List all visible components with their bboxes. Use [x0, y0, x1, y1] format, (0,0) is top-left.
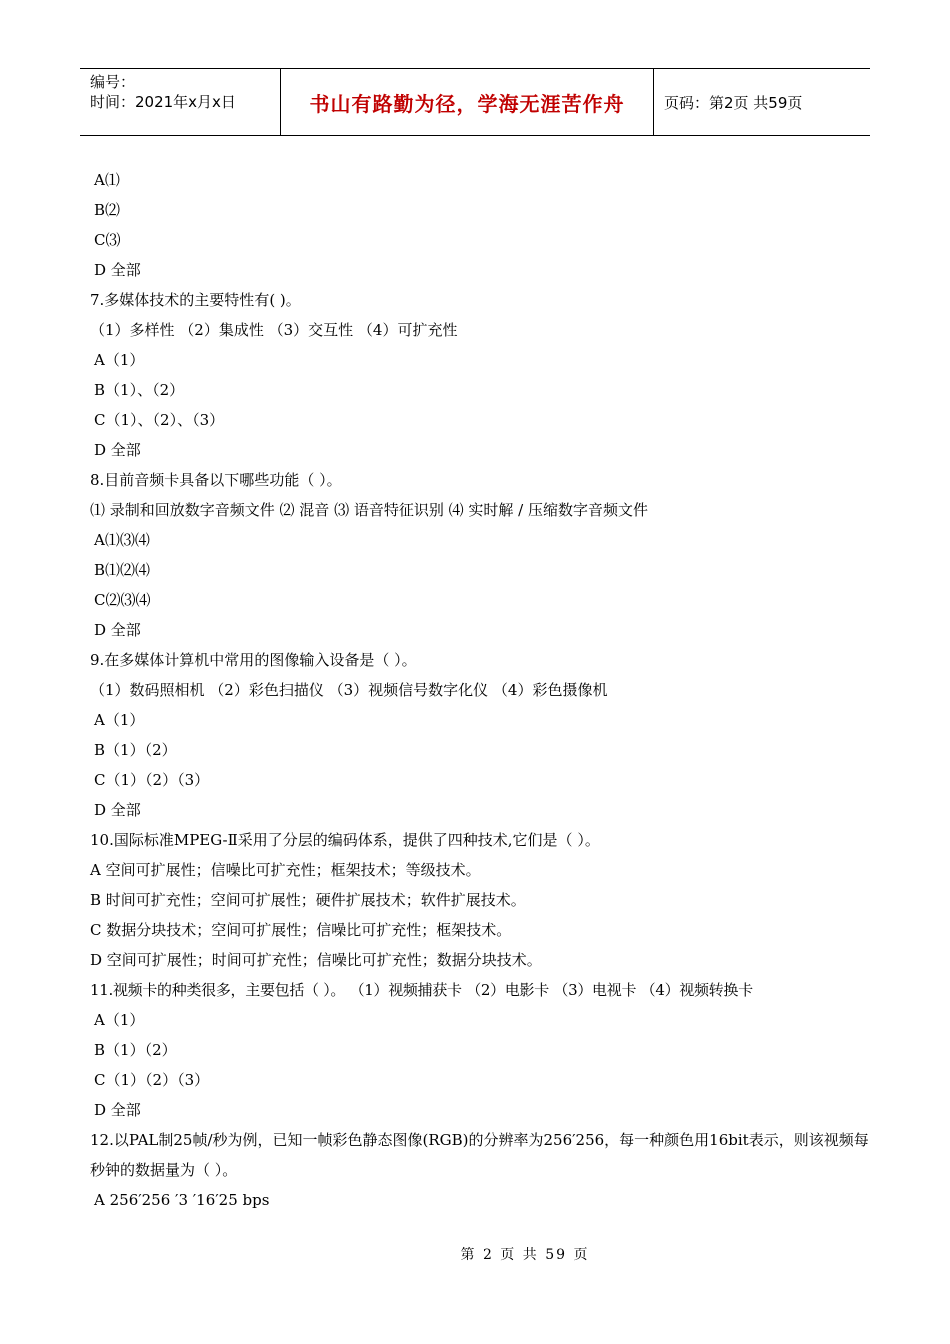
option-d: D 全部: [94, 621, 141, 639]
option-d: D 全部: [94, 441, 141, 459]
option-b: B⑵: [94, 201, 121, 219]
option-b: B（1）（2）: [94, 741, 177, 759]
page-indicator: 页码：第2页 共59页: [664, 93, 803, 112]
question-7: 7.多媒体技术的主要特性有( )。: [90, 291, 301, 309]
option-c: C（1）、（2）、（3）: [94, 411, 225, 429]
code-label: 编号：: [90, 73, 136, 91]
header-meta: [80, 69, 281, 135]
question-8: 8.目前音频卡具备以下哪些功能（ ）。: [90, 471, 342, 489]
question-12: 12.以PAL制25帧/秒为例，已知一帧彩色静态图像(RGB)的分辨率为256′256，每一种颜色用16bit表示，则该视频每秒钟的数据量为（ ）。: [90, 1131, 869, 1179]
question-list: [90, 165, 870, 1215]
option-d: D 全部: [94, 1101, 141, 1119]
option-a: A（1）: [94, 711, 145, 729]
option-a: A 空间可扩展性；信噪比可扩充性；框架技术；等级技术。: [90, 861, 481, 879]
question-8-items: ⑴ 录制和回放数字音频文件 ⑵ 混音 ⑶ 语音特征识别 ⑷ 实时解 / 压缩数字音频文件: [90, 501, 648, 519]
question-11: 11.视频卡的种类很多，主要包括（ ）。 （1）视频捕获卡 （2）电影卡 （3）电视卡 （4）视频转换卡: [90, 981, 753, 999]
option-c: C⑶: [94, 231, 121, 249]
option-c: C（1）（2）（3）: [94, 1071, 210, 1089]
question-9: 9.在多媒体计算机中常用的图像输入设备是（ ）。: [90, 651, 417, 669]
option-a: A（1）: [94, 1011, 145, 1029]
page-header: [80, 68, 870, 136]
time-label: 时间：2021年x月x日: [90, 93, 236, 111]
option-c: C⑵⑶⑷: [94, 591, 151, 609]
option-d: D 全部: [94, 801, 141, 819]
option-a: A⑴⑶⑷: [94, 531, 150, 549]
option-d: D 全部: [94, 261, 141, 279]
option-b: B（1）（2）: [94, 1041, 177, 1059]
question-10: 10.国际标准MPEG-Ⅱ采用了分层的编码体系，提供了四种技术,它们是（ ）。: [90, 831, 600, 849]
option-a: A（1）: [94, 351, 145, 369]
option-c: C 数据分块技术；空间可扩展性；信噪比可扩充性；框架技术。: [90, 921, 512, 939]
option-b: B（1）、（2）: [94, 381, 185, 399]
option-b: B 时间可扩充性；空间可扩展性；硬件扩展技术；软件扩展技术。: [90, 891, 526, 909]
page-footer: 第 2 页 共 59 页: [460, 1247, 590, 1263]
option-a: A 256′256 ′3 ′16′25 bps: [94, 1191, 270, 1209]
question-9-items: （1）数码照相机 （2）彩色扫描仪 （3）视频信号数字化仪 （4）彩色摄像机: [90, 681, 608, 699]
option-a: A⑴: [94, 171, 120, 189]
question-7-items: （1）多样性 （2）集成性 （3）交互性 （4）可扩充性: [90, 321, 458, 339]
option-d: D 空间可扩展性；时间可扩充性；信噪比可扩充性；数据分块技术。: [90, 951, 542, 969]
option-c: C（1）（2）（3）: [94, 771, 210, 789]
motto: 书山有路勤为径，学海无涯苦作舟: [281, 69, 654, 135]
option-b: B⑴⑵⑷: [94, 561, 151, 579]
